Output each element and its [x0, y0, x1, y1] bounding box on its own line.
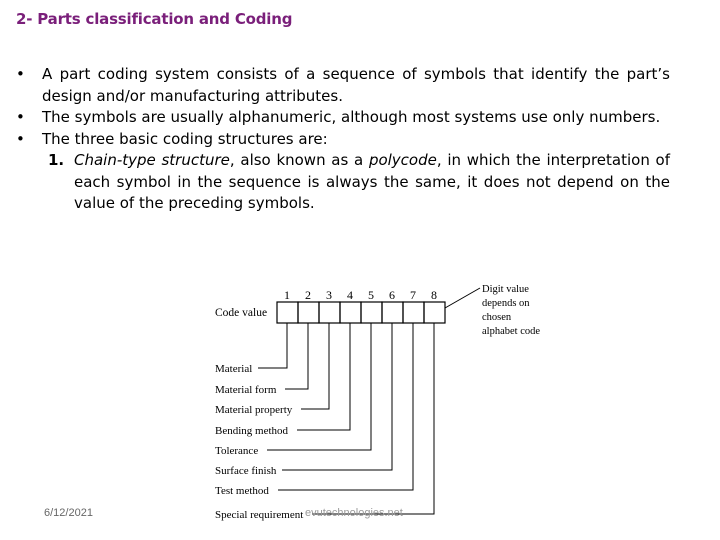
subitem-text	[74, 150, 670, 215]
attribute-label: Special requirement	[215, 509, 304, 521]
code-box	[424, 302, 445, 323]
bullet-symbol: •	[16, 65, 25, 83]
footer-watermark: evutechnologies.net	[305, 507, 403, 519]
attribute-label: Material form	[215, 384, 277, 396]
connector	[297, 323, 350, 430]
slide-title: 2- Parts classification and Coding	[16, 10, 293, 28]
bullet-symbol: •	[16, 129, 25, 148]
code-box	[319, 302, 340, 323]
digit-note-line: Digit value	[482, 284, 529, 295]
digit-label: 5	[368, 288, 374, 302]
chain-code-diagram	[180, 268, 560, 536]
bullet-item	[14, 129, 670, 151]
subitem-term2: polycode	[368, 151, 437, 169]
subitem-text-a: , also known as a	[229, 151, 369, 169]
bullet-text: The three basic coding structures are:	[42, 129, 328, 148]
code-box	[382, 302, 403, 323]
attribute-label: Test method	[215, 485, 269, 497]
footer-date: 6/12/2021	[44, 507, 93, 519]
numbered-subitem	[48, 150, 670, 215]
bullet-text: The symbols are usually alphanumeric, although most systems use only numbers.	[42, 108, 661, 126]
attribute-label: Material property	[215, 404, 293, 416]
bullet-symbol: •	[16, 108, 25, 126]
connector-lines	[258, 323, 434, 514]
note-leader-line	[445, 288, 480, 308]
bullet-item	[14, 107, 670, 129]
subitem-text-b: , in which the interpretation of each symbol in the sequence is always the same, it does not depend on the value of the preceding symbols.	[74, 151, 670, 212]
code-box	[298, 302, 319, 323]
code-box	[403, 302, 424, 323]
digit-note-line: chosen	[482, 312, 512, 323]
code-value-label: Code value	[215, 307, 268, 319]
bullet-item	[14, 64, 670, 107]
connector	[282, 323, 392, 470]
attribute-label: Material	[215, 363, 253, 375]
digit-label: 4	[347, 288, 353, 302]
digit-note-line: depends on	[482, 298, 530, 309]
digit-label: 1	[284, 288, 290, 302]
connector	[278, 323, 413, 490]
attribute-label: Bending method	[215, 425, 289, 437]
attribute-label: Tolerance	[215, 445, 259, 457]
subitem-number: 1.	[48, 151, 65, 169]
code-box	[277, 302, 298, 323]
code-boxes	[277, 302, 445, 323]
connector	[312, 323, 434, 514]
digit-note-line: alphabet code	[482, 326, 541, 337]
digit-label: 8	[431, 288, 437, 302]
slide-body	[14, 64, 670, 215]
digit-label: 2	[305, 288, 311, 302]
bullet-text: A part coding system consists of a sequence of symbols that identify the part’s design and/or manufacturing attributes.	[42, 65, 670, 105]
digit-label: 7	[410, 288, 416, 302]
digit-label: 6	[389, 288, 395, 302]
code-box	[340, 302, 361, 323]
connector	[258, 323, 287, 368]
attribute-label: Surface finish	[215, 465, 277, 477]
digit-label: 3	[326, 288, 332, 302]
code-box	[361, 302, 382, 323]
subitem-term: Chain-type structure	[74, 151, 230, 169]
connector	[285, 323, 308, 389]
connector	[301, 323, 329, 409]
